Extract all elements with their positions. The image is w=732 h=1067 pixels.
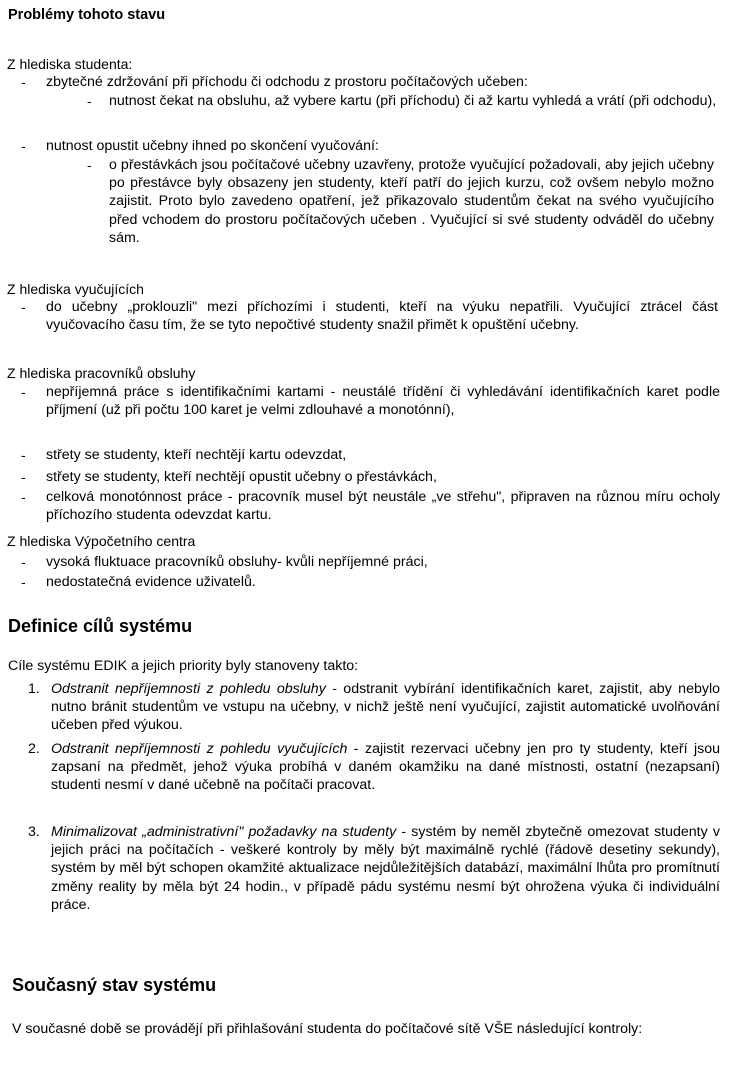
goal-rest: - systém by neměl zbytečně omezovat studenty v jejich práci na počítačích - veškeré kontroly by měly být maximálně rychlé (řádově desetiny sekundy), systém by měl být schopen okamžité aktualizace nejdůležitějších databází, maximální lhůta pro promítnutí změny reality by měla být 24 hodin., v případě pádu systému nesmí být ohrožena výuka či individuální práce.: [51, 824, 720, 913]
bullet-dash: -: [21, 574, 26, 590]
goal-item-3: [51, 823, 720, 914]
bullet-dash: -: [21, 447, 26, 463]
bullet-dash: -: [21, 74, 26, 90]
bullet-dash: -: [21, 489, 26, 505]
bullet-dash: -: [21, 469, 26, 485]
bullet-dash: -: [21, 138, 26, 154]
student-item-2: nutnost opustit učebny ihned po skončení vyučování:: [46, 138, 379, 154]
bullet-dash: -: [21, 384, 26, 400]
bullet-dash: -: [21, 554, 26, 570]
goal-number: 2.: [28, 741, 40, 757]
student-item-2-sub: o přestávkách jsou počítačové učebny uzavřeny, protože vyučující požadovali, aby jejich učebny po přestávce byly obsazeny jen studenty, kteří patří do jejich kurzu, což ovšem nebylo možno zajistit. Proto bylo zavedeno opatření, jež přikazovalo studentům čekat na svého vyučujícího před vchodem do prostoru počítačových učeben . Vyučující si své studenty odváděl do učebny sám.: [109, 157, 714, 246]
center-item-1: vysoká fluktuace pracovníků obsluhy- kvůli nepříjemné práci,: [46, 554, 428, 570]
bullet-dash: -: [87, 93, 92, 109]
student-item-1: zbytečné zdržování při příchodu či odchodu z prostoru počítačových učeben:: [46, 74, 528, 90]
goals-heading: Definice cílů systému: [8, 616, 193, 636]
goals-intro: Cíle systému EDIK a jejich priority byly stanoveny takto:: [8, 658, 359, 674]
staff-item-3: střety se studenty, kteří nechtějí opustit učebny o přestávkách,: [46, 469, 437, 485]
staff-item-1: nepříjemná práce s identifikačními kartami - neustálé třídění či vyhledávání identifikačních karet podle příjmení (už při počtu 100 karet je velmi zdlouhavé a monotónní),: [46, 384, 720, 419]
goal-number: 3.: [28, 824, 40, 840]
goal-item-2: [51, 740, 720, 795]
staff-item-4: celková monotónnost práce - pracovník musel být neustále „ve střehu", připraven na různou míru ocholy příchozího studenta odevzdat kartu.: [46, 489, 720, 524]
student-heading: Z hlediska studenta:: [7, 56, 133, 72]
goal-number: 1.: [28, 681, 40, 697]
current-heading: Současný stav systému: [12, 975, 217, 995]
bullet-dash: -: [87, 157, 92, 173]
staff-item-2: střety se studenty, kteří nechtějí kartu odevzdat,: [46, 447, 347, 463]
goal-lead: Odstranit nepříjemnosti z pohledu vyučujících: [51, 741, 348, 757]
teacher-heading: Z hlediska vyučujících: [7, 281, 144, 297]
goal-lead: Minimalizovat „administrativní" požadavky na studenty: [51, 824, 397, 840]
staff-heading: Z hlediska pracovníků obsluhy: [7, 365, 196, 381]
bullet-dash: -: [21, 299, 26, 315]
center-heading: Z hlediska Výpočetního centra: [7, 533, 196, 549]
teacher-item-1: do učebny „proklouzli" mezi příchozími i studenti, kteří na výuku nepatřili. Vyučující ztrácel část vyučovacího času tím, že se tyto nepočtivé studenty snažil přimět k opuštění učebny.: [46, 299, 718, 334]
goal-rest: - zajistit rezervaci učebny jen pro ty studenty, kteří jsou zapsaní na předmět, jehož výuka probíhá v daném okamžiku na dané místnosti, ostatní (nezapsaní) studenti nesmí v dané učebně na počítači pracovat.: [51, 741, 720, 794]
goal-lead: Odstranit nepříjemnosti z pohledu obsluhy: [51, 681, 326, 697]
goal-item-1: [51, 680, 720, 735]
center-item-2: nedostatečná evidence uživatelů.: [46, 574, 256, 590]
current-text: V současné době se provádějí při přihlašování studenta do počítačové sítě VŠE následující kontroly:: [12, 1021, 643, 1037]
student-item-1-sub: nutnost čekat na obsluhu, až vybere kartu (při příchodu) či až kartu vyhledá a vrátí (při odchodu),: [109, 93, 717, 109]
problems-heading: Problémy tohoto stavu: [8, 7, 166, 23]
goal-rest: - odstranit vybírání identifikačních karet, zajistit, aby nebylo nutno bránit studentům ve vstupu na učebny, v nichž ještě není vyučující, zajistit automatické uvolňování učeben před výukou.: [51, 681, 720, 734]
